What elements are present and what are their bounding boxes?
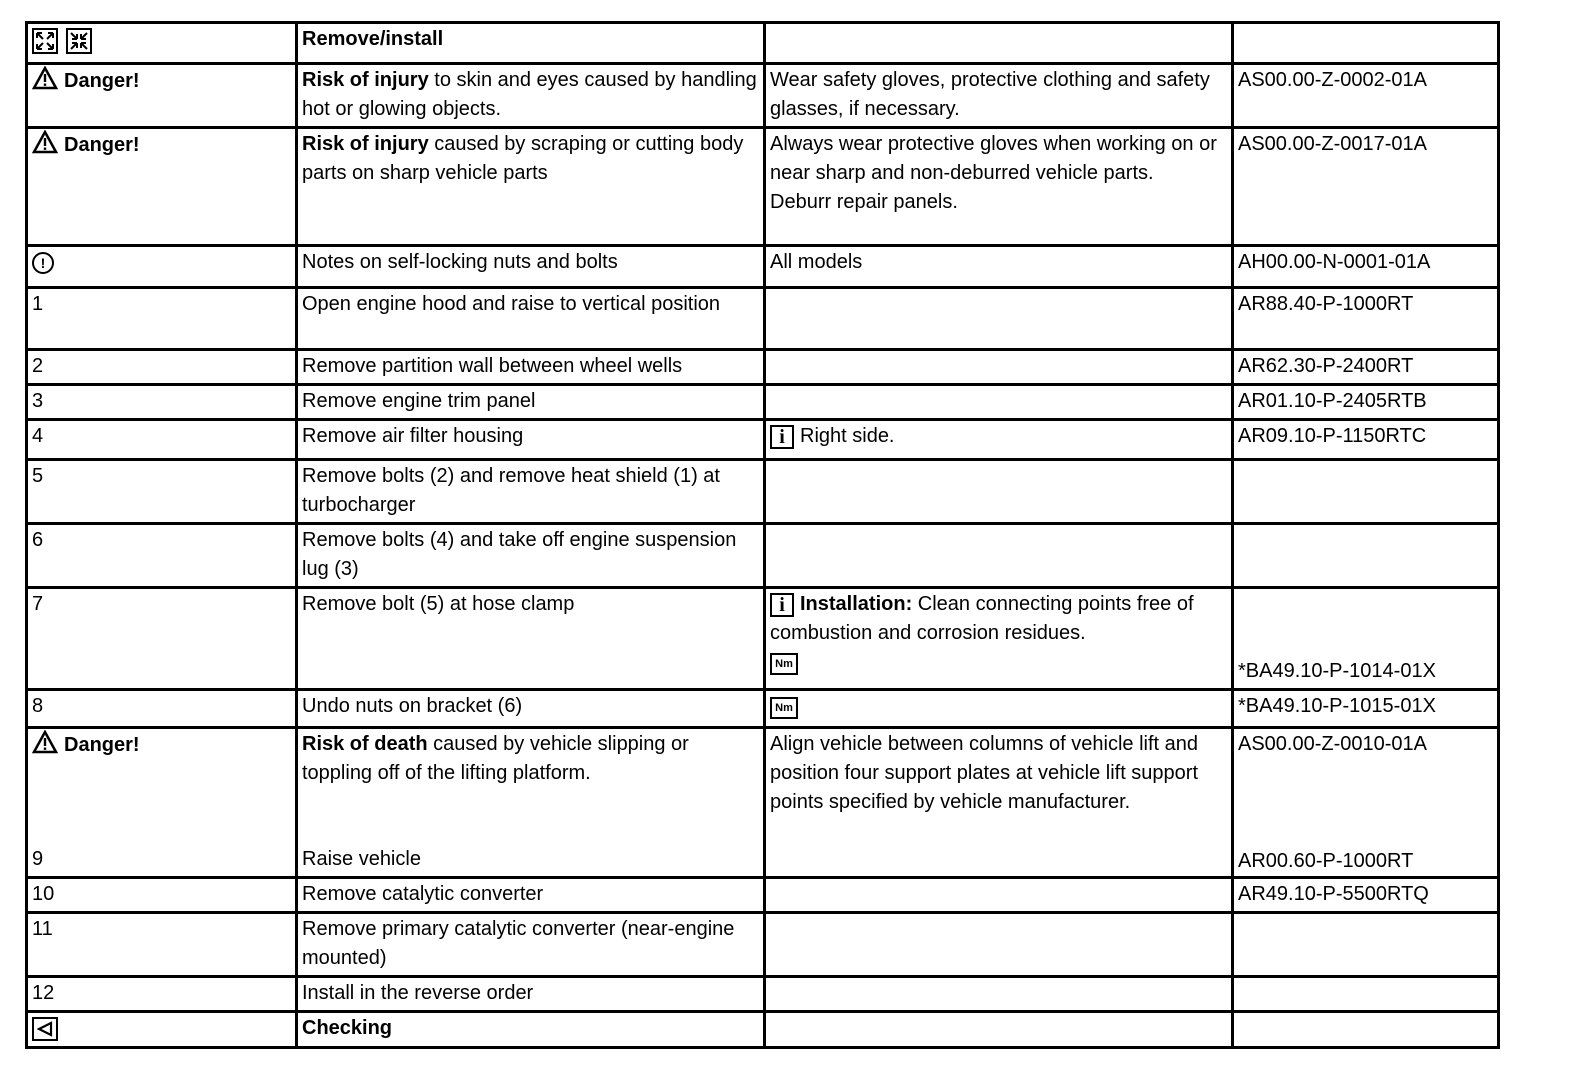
empty-cell <box>765 23 1233 64</box>
empty-cell <box>765 913 1233 977</box>
table-row <box>27 690 1499 728</box>
reference-link[interactable]: AH00.00-N-0001-01A <box>1233 246 1499 288</box>
empty-cell <box>765 288 1233 350</box>
step-text: Remove air filter housing <box>297 420 765 460</box>
section-title: Remove/install <box>297 23 765 64</box>
reference-link[interactable]: AR62.30-P-2400RT <box>1233 350 1499 385</box>
empty-cell <box>1233 1012 1499 1048</box>
checking-icon-cell <box>27 1012 297 1048</box>
table-row <box>27 878 1499 913</box>
checking-icon <box>32 1017 58 1041</box>
remove-install-icons-cell <box>27 23 297 64</box>
reference-link[interactable]: AR00.60-P-1000RT <box>1238 850 1414 872</box>
note-cell <box>765 588 1233 690</box>
table-row <box>27 350 1499 385</box>
reference-link[interactable]: AS00.00-Z-0002-01A <box>1233 64 1499 128</box>
table-row <box>27 588 1499 690</box>
danger-text-cell <box>297 128 765 246</box>
note-cell <box>765 690 1233 728</box>
danger-label-cell <box>27 128 297 246</box>
step-text: Notes on self-locking nuts and bolts <box>297 246 765 288</box>
reference-link[interactable]: AR09.10-P-1150RTC <box>1233 420 1499 460</box>
info-icon: i <box>770 593 794 617</box>
empty-cell <box>1233 977 1499 1012</box>
step-number: 12 <box>27 977 297 1012</box>
danger-heading: Risk of injury <box>302 133 429 155</box>
empty-cell <box>1233 23 1499 64</box>
step-text: Remove partition wall between wheel wells <box>297 350 765 385</box>
step-number: 2 <box>27 350 297 385</box>
table-row <box>27 913 1499 977</box>
step-text: Remove primary catalytic converter (near-engine mounted) <box>297 913 765 977</box>
note-cell <box>765 128 1233 246</box>
remove-arrows-icon <box>32 28 58 54</box>
danger-label: Danger! <box>64 134 140 156</box>
danger-text: caused by vehicle slipping or toppling off of the lifting platform. <box>302 733 689 784</box>
section-title: Checking <box>297 1012 765 1048</box>
procedure-table <box>25 21 1500 1049</box>
danger-heading: Risk of death <box>302 733 428 755</box>
table-row <box>27 288 1499 350</box>
table-row <box>27 385 1499 420</box>
note-text-2: Deburr repair panels. <box>770 191 958 213</box>
torque-icon: Nm <box>770 653 798 675</box>
table-row <box>27 64 1499 128</box>
step-text: Install in the reverse order <box>297 977 765 1012</box>
step-text: Open engine hood and raise to vertical position <box>297 288 765 350</box>
installation-note <box>770 590 1227 648</box>
note-cell: Align vehicle between columns of vehicle lift and position four support plates at vehicle lift support points specified by vehicle manufacturer. <box>765 728 1233 878</box>
step-text: Remove catalytic converter <box>297 878 765 913</box>
step-number: 1 <box>27 288 297 350</box>
danger-text-cell <box>297 64 765 128</box>
note-cell <box>765 420 1233 460</box>
reference-link[interactable]: AR88.40-P-1000RT <box>1233 288 1499 350</box>
step-text: Remove bolt (5) at hose clamp <box>297 588 765 690</box>
step-number: 9 <box>32 848 44 870</box>
danger-label-cell <box>27 728 297 878</box>
reference-cell <box>1233 728 1499 878</box>
empty-cell <box>765 385 1233 420</box>
step-number: 3 <box>27 385 297 420</box>
table-row <box>27 728 1499 878</box>
table-row <box>27 524 1499 588</box>
step-text: Raise vehicle <box>302 848 421 870</box>
empty-cell <box>765 524 1233 588</box>
empty-cell <box>1233 913 1499 977</box>
notes-icon-cell <box>27 246 297 288</box>
table-row <box>27 128 1499 246</box>
note-text: Right side. <box>800 425 895 447</box>
reference-link[interactable]: *BA49.10-P-1014-01X <box>1233 588 1499 690</box>
step-number: 4 <box>27 420 297 460</box>
reference-link[interactable]: AS00.00-Z-0017-01A <box>1233 128 1499 246</box>
danger-label: Danger! <box>64 734 140 756</box>
empty-cell <box>1233 524 1499 588</box>
notes-icon: ! <box>32 252 54 274</box>
reference-link[interactable]: AS00.00-Z-0010-01A <box>1238 733 1428 755</box>
step-text: Remove bolts (2) and remove heat shield (1) at turbocharger <box>297 460 765 524</box>
warning-triangle-icon <box>32 130 58 154</box>
table-row <box>27 460 1499 524</box>
danger-text-cell <box>297 728 765 878</box>
empty-cell <box>765 460 1233 524</box>
step-number: 11 <box>27 913 297 977</box>
step-text: Remove engine trim panel <box>297 385 765 420</box>
reference-link[interactable]: AR49.10-P-5500RTQ <box>1233 878 1499 913</box>
table-row <box>27 420 1499 460</box>
step-text: Remove bolts (4) and take off engine suspension lug (3) <box>297 524 765 588</box>
danger-label: Danger! <box>64 70 140 92</box>
danger-text: to skin and eyes caused by handling hot or glowing objects. <box>302 69 757 120</box>
empty-cell <box>765 977 1233 1012</box>
step-number: 5 <box>27 460 297 524</box>
step-number: 6 <box>27 524 297 588</box>
empty-cell <box>765 878 1233 913</box>
table-row <box>27 246 1499 288</box>
install-arrows-icon <box>66 28 92 54</box>
empty-cell <box>1233 460 1499 524</box>
danger-text: caused by scraping or cutting body parts on sharp vehicle parts <box>302 133 744 184</box>
note-cell: Wear safety gloves, protective clothing and safety glasses, if necessary. <box>765 64 1233 128</box>
empty-cell <box>765 350 1233 385</box>
note-cell: All models <box>765 246 1233 288</box>
reference-link[interactable]: AR01.10-P-2405RTB <box>1233 385 1499 420</box>
torque-icon: Nm <box>770 697 798 719</box>
warning-triangle-icon <box>32 730 58 754</box>
reference-link[interactable]: *BA49.10-P-1015-01X <box>1233 690 1499 728</box>
table-row <box>27 23 1499 64</box>
warning-triangle-icon <box>32 66 58 90</box>
danger-label-cell <box>27 64 297 128</box>
step-number: 7 <box>27 588 297 690</box>
danger-heading: Risk of injury <box>302 69 429 91</box>
step-text: Undo nuts on bracket (6) <box>297 690 765 728</box>
step-number: 8 <box>27 690 297 728</box>
step-number: 10 <box>27 878 297 913</box>
table-row <box>27 977 1499 1012</box>
empty-cell <box>765 1012 1233 1048</box>
note-text: Always wear protective gloves when working on or near sharp and non-deburred vehicle parts. <box>770 133 1217 184</box>
installation-label: Installation: <box>800 593 913 615</box>
info-icon: i <box>770 425 794 449</box>
table-row <box>27 1012 1499 1048</box>
note-text: Clean connecting points free of combustion and corrosion residues. <box>770 593 1194 644</box>
